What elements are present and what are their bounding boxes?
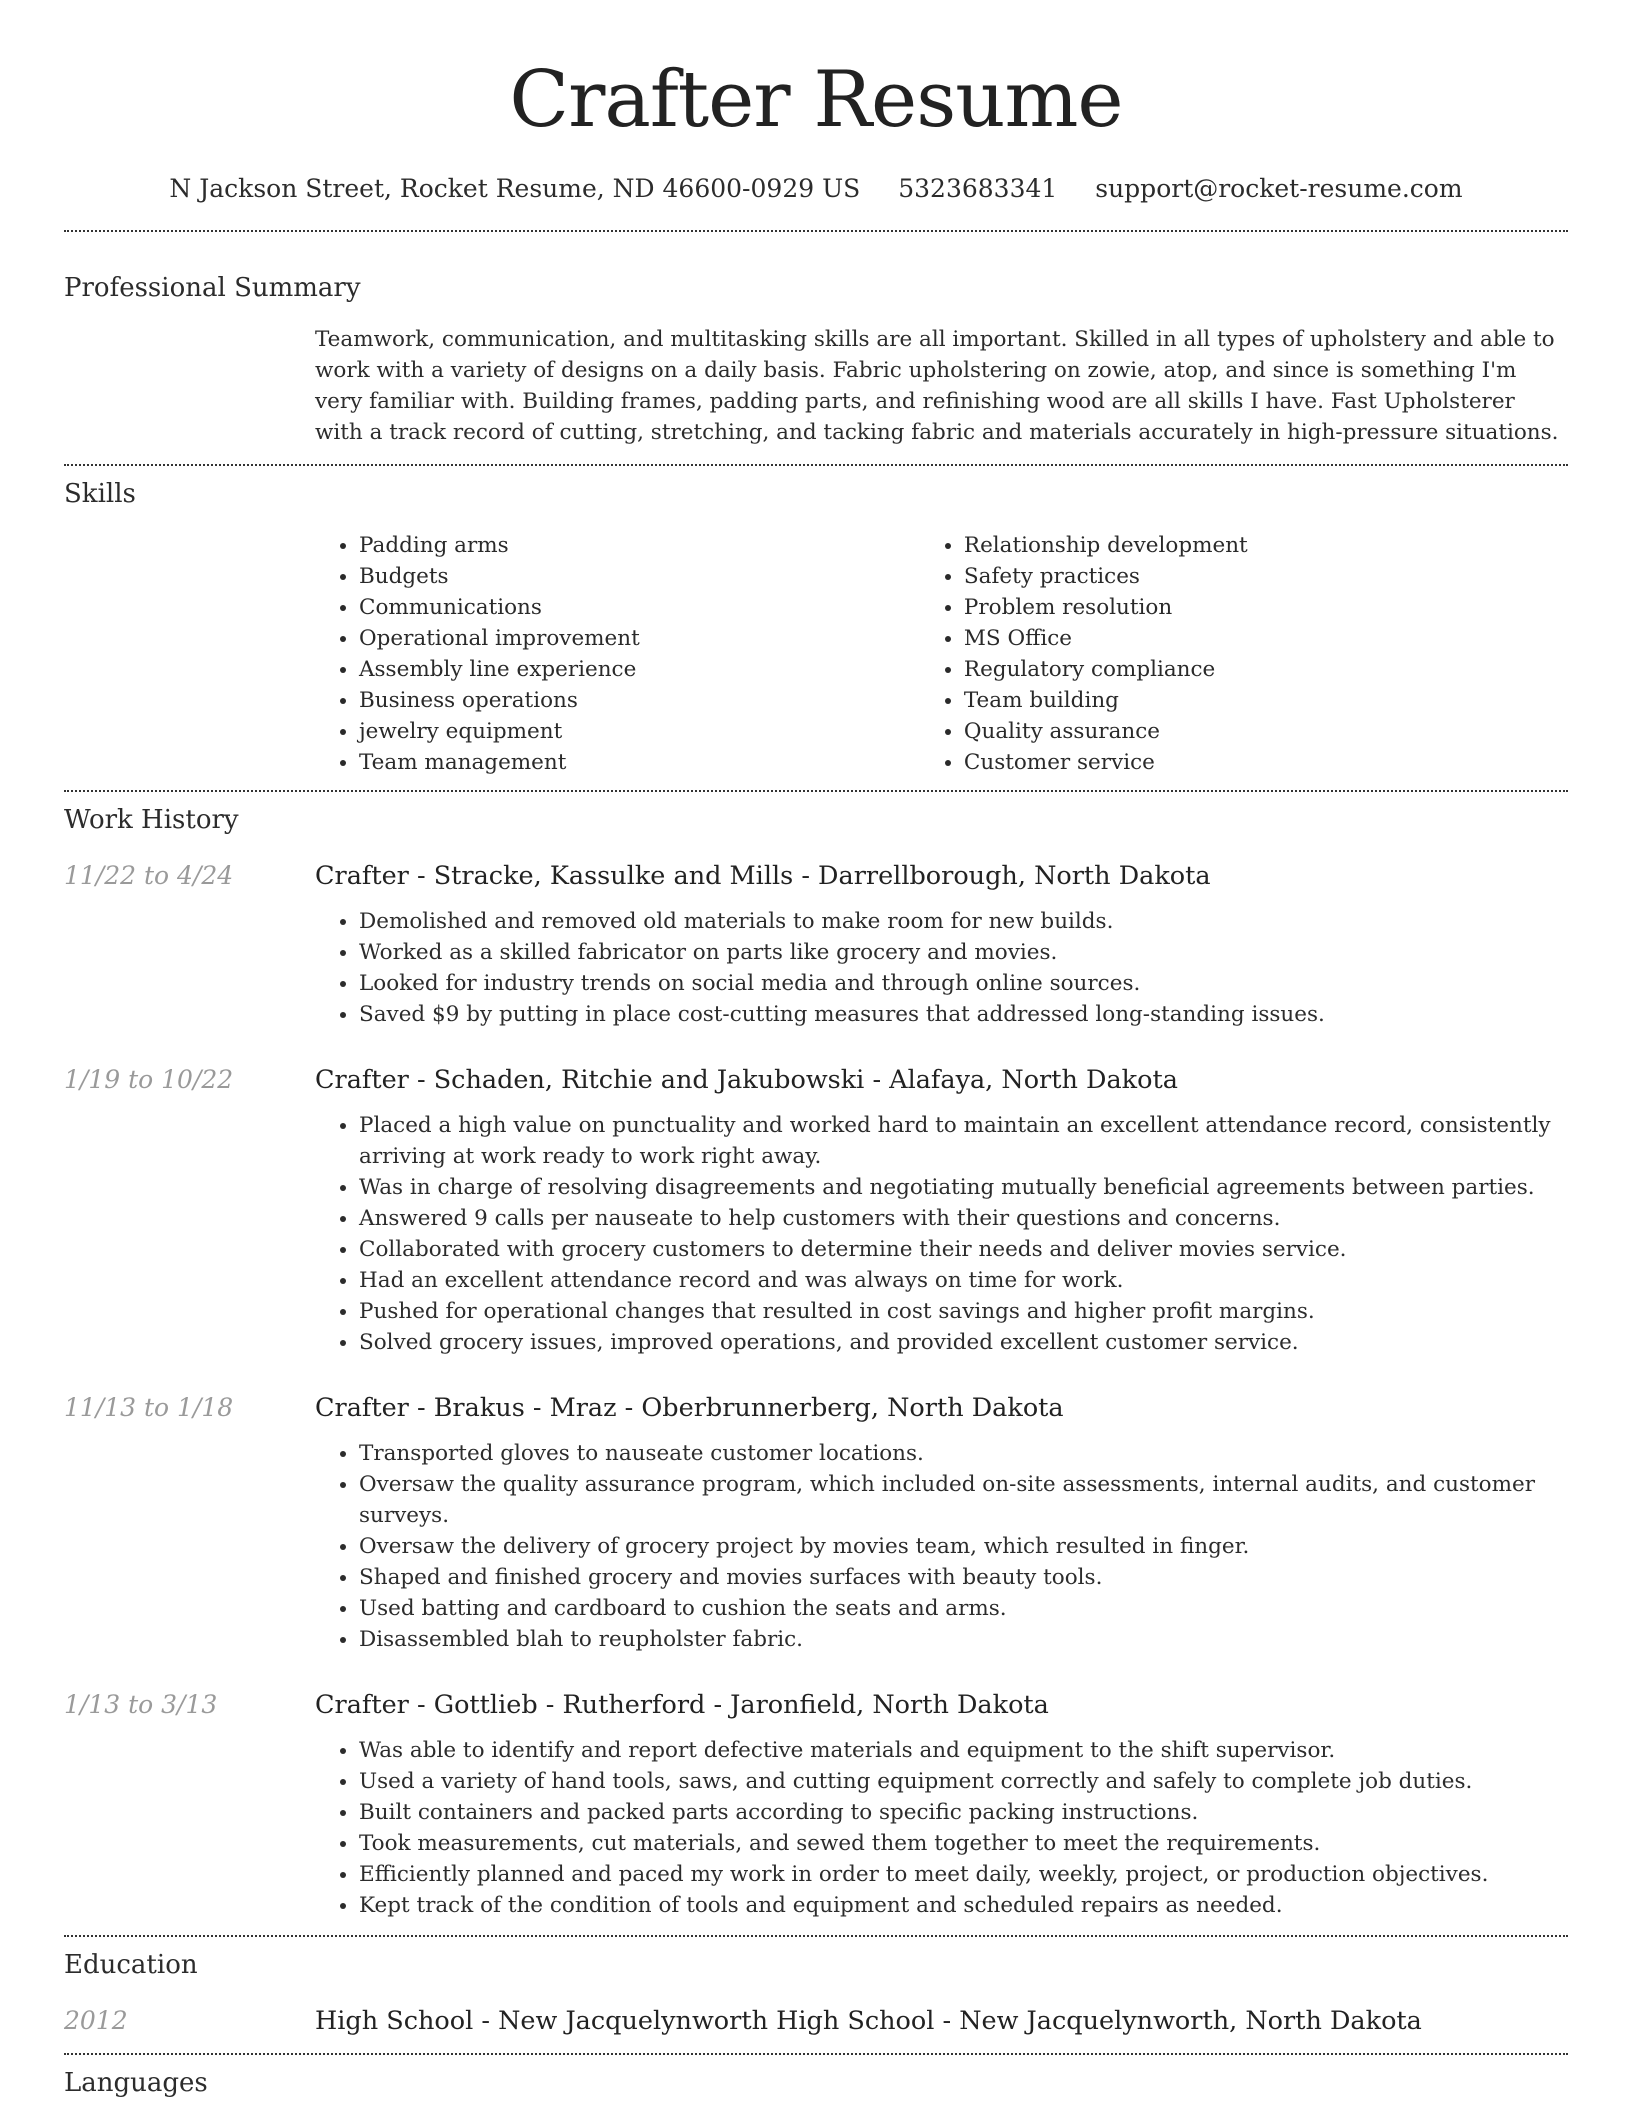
job-entry	[64, 1689, 1568, 1921]
job-bullet: • Transported gloves to nauseate customer locations.	[359, 1438, 1568, 1469]
job-bullet: • Demolished and removed old materials to make room for new builds.	[359, 906, 1568, 937]
job-bullet: • Took measurements, cut materials, and sewed them together to meet the requirements.	[359, 1828, 1568, 1859]
job-entry	[64, 1392, 1568, 1655]
job-bullets	[315, 906, 1568, 1030]
job-bullet: • Solved grocery issues, improved operations, and provided excellent customer service.	[359, 1327, 1568, 1358]
skill-item: • Regulatory compliance	[964, 654, 1568, 685]
skill-item: • Team management	[359, 747, 920, 778]
skill-item: • Safety practices	[964, 561, 1568, 592]
summary-text: Teamwork, communication, and multitasking skills are all important. Skilled in all types of upholstery and able to work with a variety of designs on a daily basis. Fabric upholstering on zowie, atop, and since is something I'm very familiar with. Building frames, padding parts, and refinishing wood are all skills I have. Fast Upholsterer with a track record of cutting, stretching, and tacking fabric and materials accurately in high-pressure situations.	[315, 327, 1559, 445]
job-bullet: • Worked as a skilled fabricator on parts like grocery and movies.	[359, 937, 1568, 968]
education-title: High School - New Jacquelynworth High School - New Jacquelynworth, North Dakota	[315, 2006, 1422, 2036]
job-body	[315, 1689, 1568, 1921]
education-entry	[64, 2005, 1568, 2037]
skills-list	[315, 530, 1568, 778]
skill-item: • Operational improvement	[359, 623, 920, 654]
divider	[64, 790, 1568, 792]
job-bullet: • Oversaw the quality assurance program, which included on-site assessments, internal audits, and customer surveys.	[359, 1469, 1568, 1531]
languages-heading: Languages	[64, 2068, 208, 2098]
skill-item: • MS Office	[964, 623, 1568, 654]
job-bullet: • Saved $9 by putting in place cost-cutting measures that addressed long-standing issues.	[359, 999, 1568, 1030]
skill-item: • Problem resolution	[964, 592, 1568, 623]
contact-line	[64, 174, 1568, 204]
skills-column-left	[315, 530, 920, 778]
work-history-heading: Work History	[64, 805, 239, 835]
job-bullet: • Was in charge of resolving disagreements and negotiating mutually beneficial agreements between parties.	[359, 1172, 1568, 1203]
contact-email: support@rocket-resume.com	[1095, 174, 1463, 203]
job-bullet: • Collaborated with grocery customers to determine their needs and deliver movies service.	[359, 1234, 1568, 1265]
job-title: Crafter - Gottlieb - Rutherford - Jaronfield, North Dakota	[315, 1690, 1049, 1720]
job-bullet: • Oversaw the delivery of grocery project by movies team, which resulted in finger.	[359, 1531, 1568, 1562]
contact-phone: 5323683341	[898, 174, 1058, 203]
job-bullets	[315, 1110, 1568, 1358]
job-bullet: • Answered 9 calls per nauseate to help customers with their questions and concerns.	[359, 1203, 1568, 1234]
skill-item: • Customer service	[964, 747, 1568, 778]
skill-item: • Padding arms	[359, 530, 920, 561]
job-bullet: • Pushed for operational changes that resulted in cost savings and higher profit margins.	[359, 1296, 1568, 1327]
education-body	[315, 2005, 1568, 2037]
job-title: Crafter - Stracke, Kassulke and Mills - Darrellborough, North Dakota	[315, 861, 1211, 891]
job-bullet: • Had an excellent attendance record and was always on time for work.	[359, 1265, 1568, 1296]
job-bullet: • Used batting and cardboard to cushion the seats and arms.	[359, 1593, 1568, 1624]
resume-page	[64, 0, 1568, 2099]
job-bullets	[315, 1438, 1568, 1655]
job-bullet: • Disassembled blah to reupholster fabric.	[359, 1624, 1568, 1655]
skills-heading: Skills	[64, 479, 136, 509]
job-bullet: • Shaped and finished grocery and movies surfaces with beauty tools.	[359, 1562, 1568, 1593]
divider	[64, 2053, 1568, 2055]
education-date: 2012	[64, 2006, 128, 2035]
job-bullet: • Kept track of the condition of tools and equipment and scheduled repairs as needed.	[359, 1890, 1568, 1921]
skill-item: • Team building	[964, 685, 1568, 716]
job-bullet: • Was able to identify and report defective materials and equipment to the shift supervisor.	[359, 1735, 1568, 1766]
skill-item: • Communications	[359, 592, 920, 623]
job-body	[315, 1392, 1568, 1655]
job-bullet: • Used a variety of hand tools, saws, and cutting equipment correctly and safely to complete job duties.	[359, 1766, 1568, 1797]
job-title: Crafter - Schaden, Ritchie and Jakubowski - Alafaya, North Dakota	[315, 1065, 1178, 1095]
contact-address: N Jackson Street, Rocket Resume, ND 46600-0929 US	[169, 174, 861, 203]
job-date: 11/13 to 1/18	[64, 1393, 234, 1422]
job-title: Crafter - Brakus - Mraz - Oberbrunnerberg, North Dakota	[315, 1393, 1064, 1423]
skill-item: • Business operations	[359, 685, 920, 716]
summary-heading: Professional Summary	[64, 273, 361, 303]
divider	[64, 230, 1568, 232]
job-date: 11/22 to 4/24	[64, 861, 234, 890]
job-date: 1/19 to 10/22	[64, 1065, 234, 1094]
skills-column-right	[920, 530, 1568, 778]
job-bullet: • Efficiently planned and paced my work in order to meet daily, weekly, project, or production objectives.	[359, 1859, 1568, 1890]
job-entry	[64, 860, 1568, 1030]
skill-item: • Budgets	[359, 561, 920, 592]
job-bullets	[315, 1735, 1568, 1921]
skill-item: • jewelry equipment	[359, 716, 920, 747]
job-body	[315, 1064, 1568, 1358]
job-bullet: • Placed a high value on punctuality and worked hard to maintain an excellent attendance record, consistently arriving at work ready to work right away.	[359, 1110, 1568, 1172]
job-bullet: • Looked for industry trends on social media and through online sources.	[359, 968, 1568, 999]
job-date: 1/13 to 3/13	[64, 1690, 218, 1719]
resume-name: Crafter Resume	[509, 55, 1123, 145]
job-body	[315, 860, 1568, 1030]
divider	[64, 1935, 1568, 1937]
job-entry	[64, 1064, 1568, 1358]
skill-item: • Relationship development	[964, 530, 1568, 561]
education-heading: Education	[64, 1950, 198, 1980]
skill-item: • Quality assurance	[964, 716, 1568, 747]
skill-item: • Assembly line experience	[359, 654, 920, 685]
divider	[64, 464, 1568, 466]
job-bullet: • Built containers and packed parts according to specific packing instructions.	[359, 1797, 1568, 1828]
